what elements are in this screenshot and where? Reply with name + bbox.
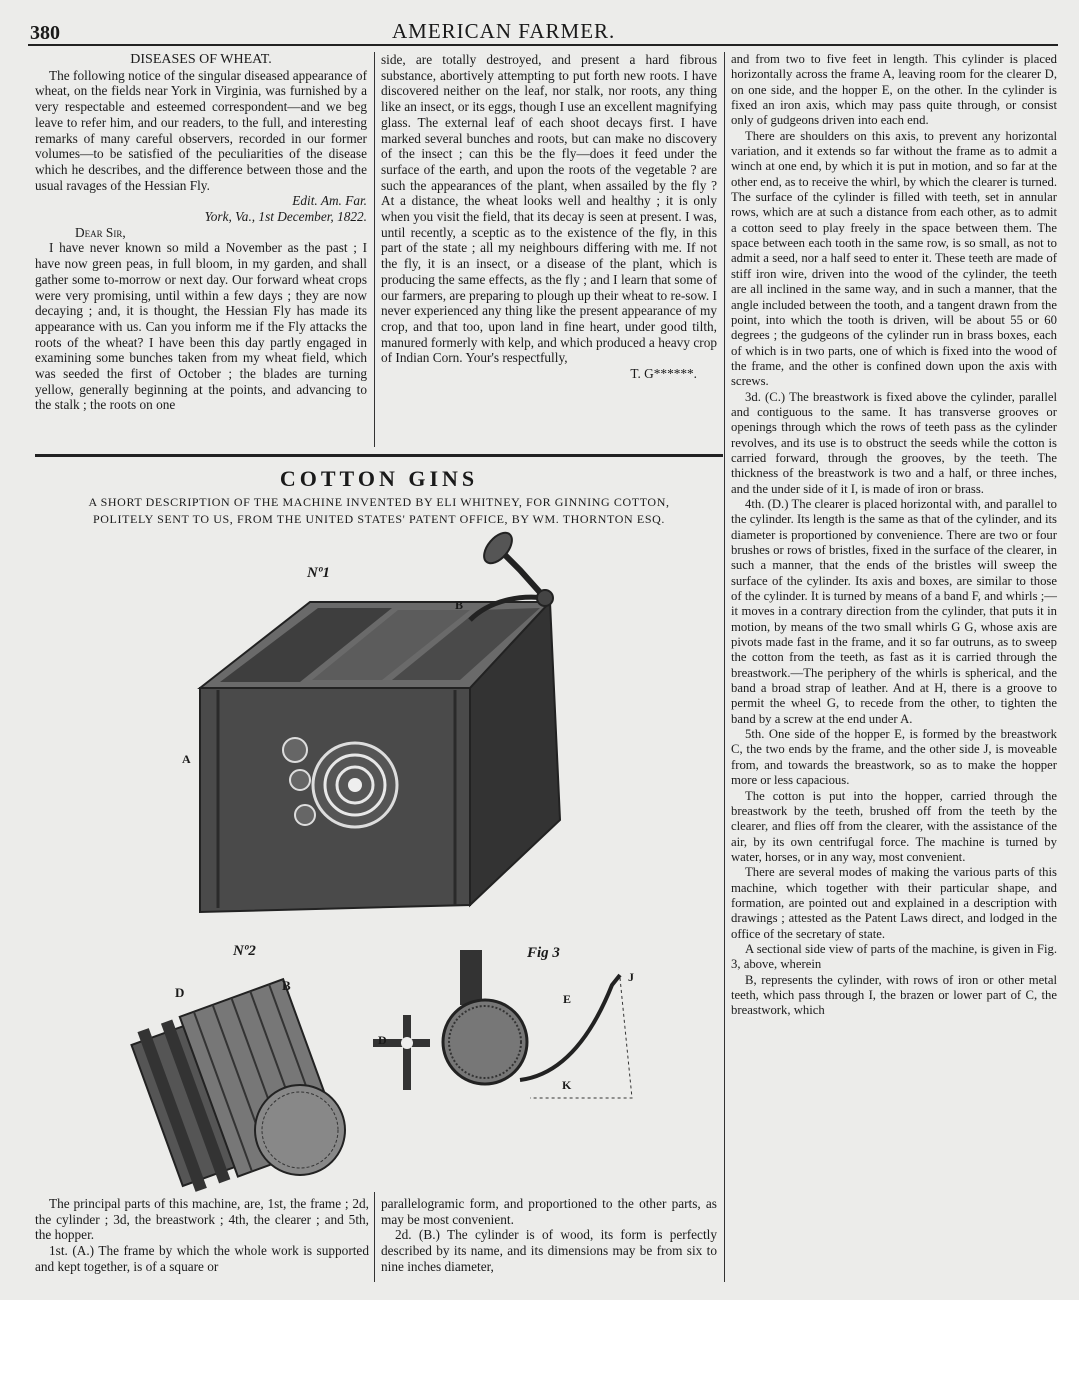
clearer-description: 4th. (D.) The clearer is placed horizontal with, and parallel to the cylinder. Its length is the same as that of the cylinder, and its diameter is proportioned by convenience. There are two or four brushes or rows of bristles, fixed in the surface of the clearer, in such a manner, that the ends of the bristles will sweep the surface of the cylinder. Its axis and boxes, are similar to those of the cylinder. It is turned by means of a band F, and whirls ;—it moves in a contrary direction from the cylinder, that puts it in motion, by means of the two small whirls G G, whose axis are pivots made fast in the frame, and it so far outruns, as to sweep the cotton from the teeth, as fast as it is carried through the breastwork.—The periphery of the whirls is spherical, and the band a broad strap of leather. And at H, there is a groove to permit the wheel G, to recede from the other, to tighten the band by a screw at the end under A. xyxy=(731,496,1057,726)
article-title: DISEASES OF WHEAT. xyxy=(130,52,272,67)
breastwork-description: 3d. (C.) The breastwork is fixed above the cylinder, parallel and contiguous to the same. It has transverse grooves or openings through which the rows of teeth pass as the cylinder revolves, and its use is to obstruct the seeds while the cotton is carried forward, through the grooves, by the teeth. The thickness of the breastwork is two and a half, or three inches, and the under side of it I, is made of iron or brass. xyxy=(731,389,1057,496)
frame-description: 1st. (A.) The frame by which the whole work is supported and kept together, is of a square or xyxy=(35,1243,369,1274)
fig1-letter-a: A xyxy=(182,752,191,766)
fig1-letter-b: B xyxy=(455,598,464,612)
operation-description: The cotton is put into the hopper, carried through the breastwork by the teeth, brushed off from the teeth by the clearer, and flies off from the clearer, with the assistance of the air, by its own centrifugal force. The machine is turned by water, horses, or in any way, most convenient. xyxy=(731,788,1057,864)
signature: T. G******. xyxy=(630,366,697,382)
letter-body-continued: side, are totally destroyed, and present a hard fibrous substance, abortively attempting to put forth new roots. I have discovered neither on the leaf, nor stalk, nor roots, any thing like an insect, or its eggs, though I use an excellent magnifying glass. The external leaf of each shoot decays first. I have marked several bunches and roots, but can make no discovery of the insect ; can this be the fly—does it feed under the surface of the earth, and upon the roots of the vegetable ? are such the appearances of the plant, when assailed by the fly ? At a distance, the wheat looks well and healthy ; it is only when you visit the field, that its decay is seen at present. I was, until recently, a sceptic as to the existence of the fly, in this part of the state ; all my neighbours differing with me. If not the fly, it is an insect, or a disease of the plant, which is producing the same effects, as the fly ; and I learn that some of our farmers, are preparing to plough up their wheat to re-sow. I never experienced any thing like the present appearance of my crop, and that too, upon land in fine heart, under good tilth, manured formerly with kelp, and which produced a heavy crop of Indian Corn. Your's respectfully, xyxy=(381,52,717,366)
section-subtitle-2: POLITELY SENT TO US, FROM THE UNITED STATES' PATENT OFFICE, BY WM. THORNTON ESQ. xyxy=(93,512,665,526)
axis-and-teeth: There are shoulders on this axis, to prevent any horizontal variation, and it extends so far without the frame as to admit a winch at one end, by which it is put in motion, and so far at the other end, as to receive the whirl, by which the clearer is turned. The surface of the cylinder is filled with teeth, set in annular rows, which are at such a distance from each other, as to admit a cotton seed to play freely in the space between them. The space between each tooth in the same row, is so small, as not to admit a seed, nor a half seed to enter it. These teeth are made of stiff iron wire, driven into the wood of the cylinder, the teeth are all inclined in the same way, and in such a manner, that the angle included between the tooth, and a tangent drawn from the point, into which the tooth is driven, will be about 55 or 60 degrees ; the gudgeons of the cylinder run in brass boxes, each of which is in two parts, one of which is fixed into the wood of the frame, and the other is confined down upon the axis with screws. xyxy=(731,128,1057,389)
sectional-view-b: B, represents the cylinder, with rows of iron or other metal teeth, which pass through I, the brazen or lower part of C, the breastwork, which xyxy=(731,972,1057,1018)
hopper-description: 5th. One side of the hopper E, is formed by the breastwork C, the two ends by the frame, and the other side J, is moveable from, and towards the breastwork, so as to make the hopper more or less capacious. xyxy=(731,727,1057,788)
article-intro: The following notice of the singular diseased appearance of wheat, on the fields near York in Virginia, was furnished by a very respectable and esteemed correspondent—and we beg leave to refer him, and our readers, to the full, and interesting remarks of many careful observers, recorded in our former volumes—to be satisfied of the peculiarities of the disease which he describes, and the difference between those and the usual ravages of the Hessian Fly. xyxy=(35,67,367,193)
section-subtitle-1: A SHORT DESCRIPTION OF THE MACHINE INVENTED BY ELI WHITNEY, FOR GINNING COTTON, xyxy=(88,495,670,509)
figure-2-label: Nº2 xyxy=(233,943,256,959)
figure-3-label: Fig 3 xyxy=(527,945,560,961)
bottom-margin xyxy=(0,1300,1079,1390)
fig3-letter-j: J xyxy=(628,970,634,984)
letter-body: I have never known so mild a November as the past ; I have now green peas, in full bloom, in my garden, and shall gather some to-morrow or next day. Our forward wheat crops were very promising, until within a few days ; they are now decaying ; and, it is thought, the Hessian Fly has made its appearance with us. Can you inform me if the Fly attacks the roots of the wheat? I have been this day partly engaged in examining some bunches taken from my wheat field, which was seeded the first of October ; the blades are turning yellow, generally beginning at the points, and advancing to the stalk ; the roots on one xyxy=(35,240,367,413)
salutation: Dear Sir, xyxy=(75,224,126,240)
fig2-letter-b: B xyxy=(282,978,291,993)
fig2-letter-d: D xyxy=(175,985,185,1000)
editor-credit: Edit. Am. Far. xyxy=(292,193,367,209)
cotton-gin-description xyxy=(731,52,1057,1019)
page-number: 380 xyxy=(30,22,60,44)
fig3-letter-k: K xyxy=(562,1078,572,1092)
fig3-letter-e: E xyxy=(563,992,572,1006)
parts-list: The principal parts of this machine, are, 1st, the frame ; 2d, the cylinder ; 3d, the breastwork ; 4th, the clearer ; and 5th, the hopper. xyxy=(35,1196,369,1243)
cotton-gin-parts-continued xyxy=(381,1196,717,1275)
modes-description: There are several modes of making the various parts of this machine, which together with their particular shape, and formation, are pointed out and explained in a description with drawings ; attested as the Patent Laws direct, and lodged in the office of the secretary of state. xyxy=(731,865,1057,941)
sectional-view-intro: A sectional side view of parts of the machine, is given in Fig. 3, above, wherein xyxy=(731,941,1057,972)
fig3-letter-d: D xyxy=(378,1033,387,1047)
figure-1-label: Nº1 xyxy=(307,565,330,581)
section-title: COTTON GINS xyxy=(279,466,479,491)
dateline: York, Va., 1st December, 1822. xyxy=(204,209,367,225)
cotton-gin-parts-intro xyxy=(35,1196,369,1275)
cylinder-description: 2d. (B.) The cylinder is of wood, its form is perfectly described by its name, and its dimensions may be from six to nine inches diameter, xyxy=(381,1227,717,1274)
masthead: AMERICAN FARMER. xyxy=(392,19,616,43)
frame-description-continued: parallelogramic form, and proportioned to the other parts, as may be most convenient. xyxy=(381,1196,717,1227)
cylinder-continued: and from two to five feet in length. This cylinder is placed horizontally across the frame A, leaving room for the clearer D, on one side, and the hopper E, on the other. In the cylinder is fixed an iron axis, which may pass quite through, or consist only of gudgeons driven into each end. xyxy=(731,52,1057,128)
